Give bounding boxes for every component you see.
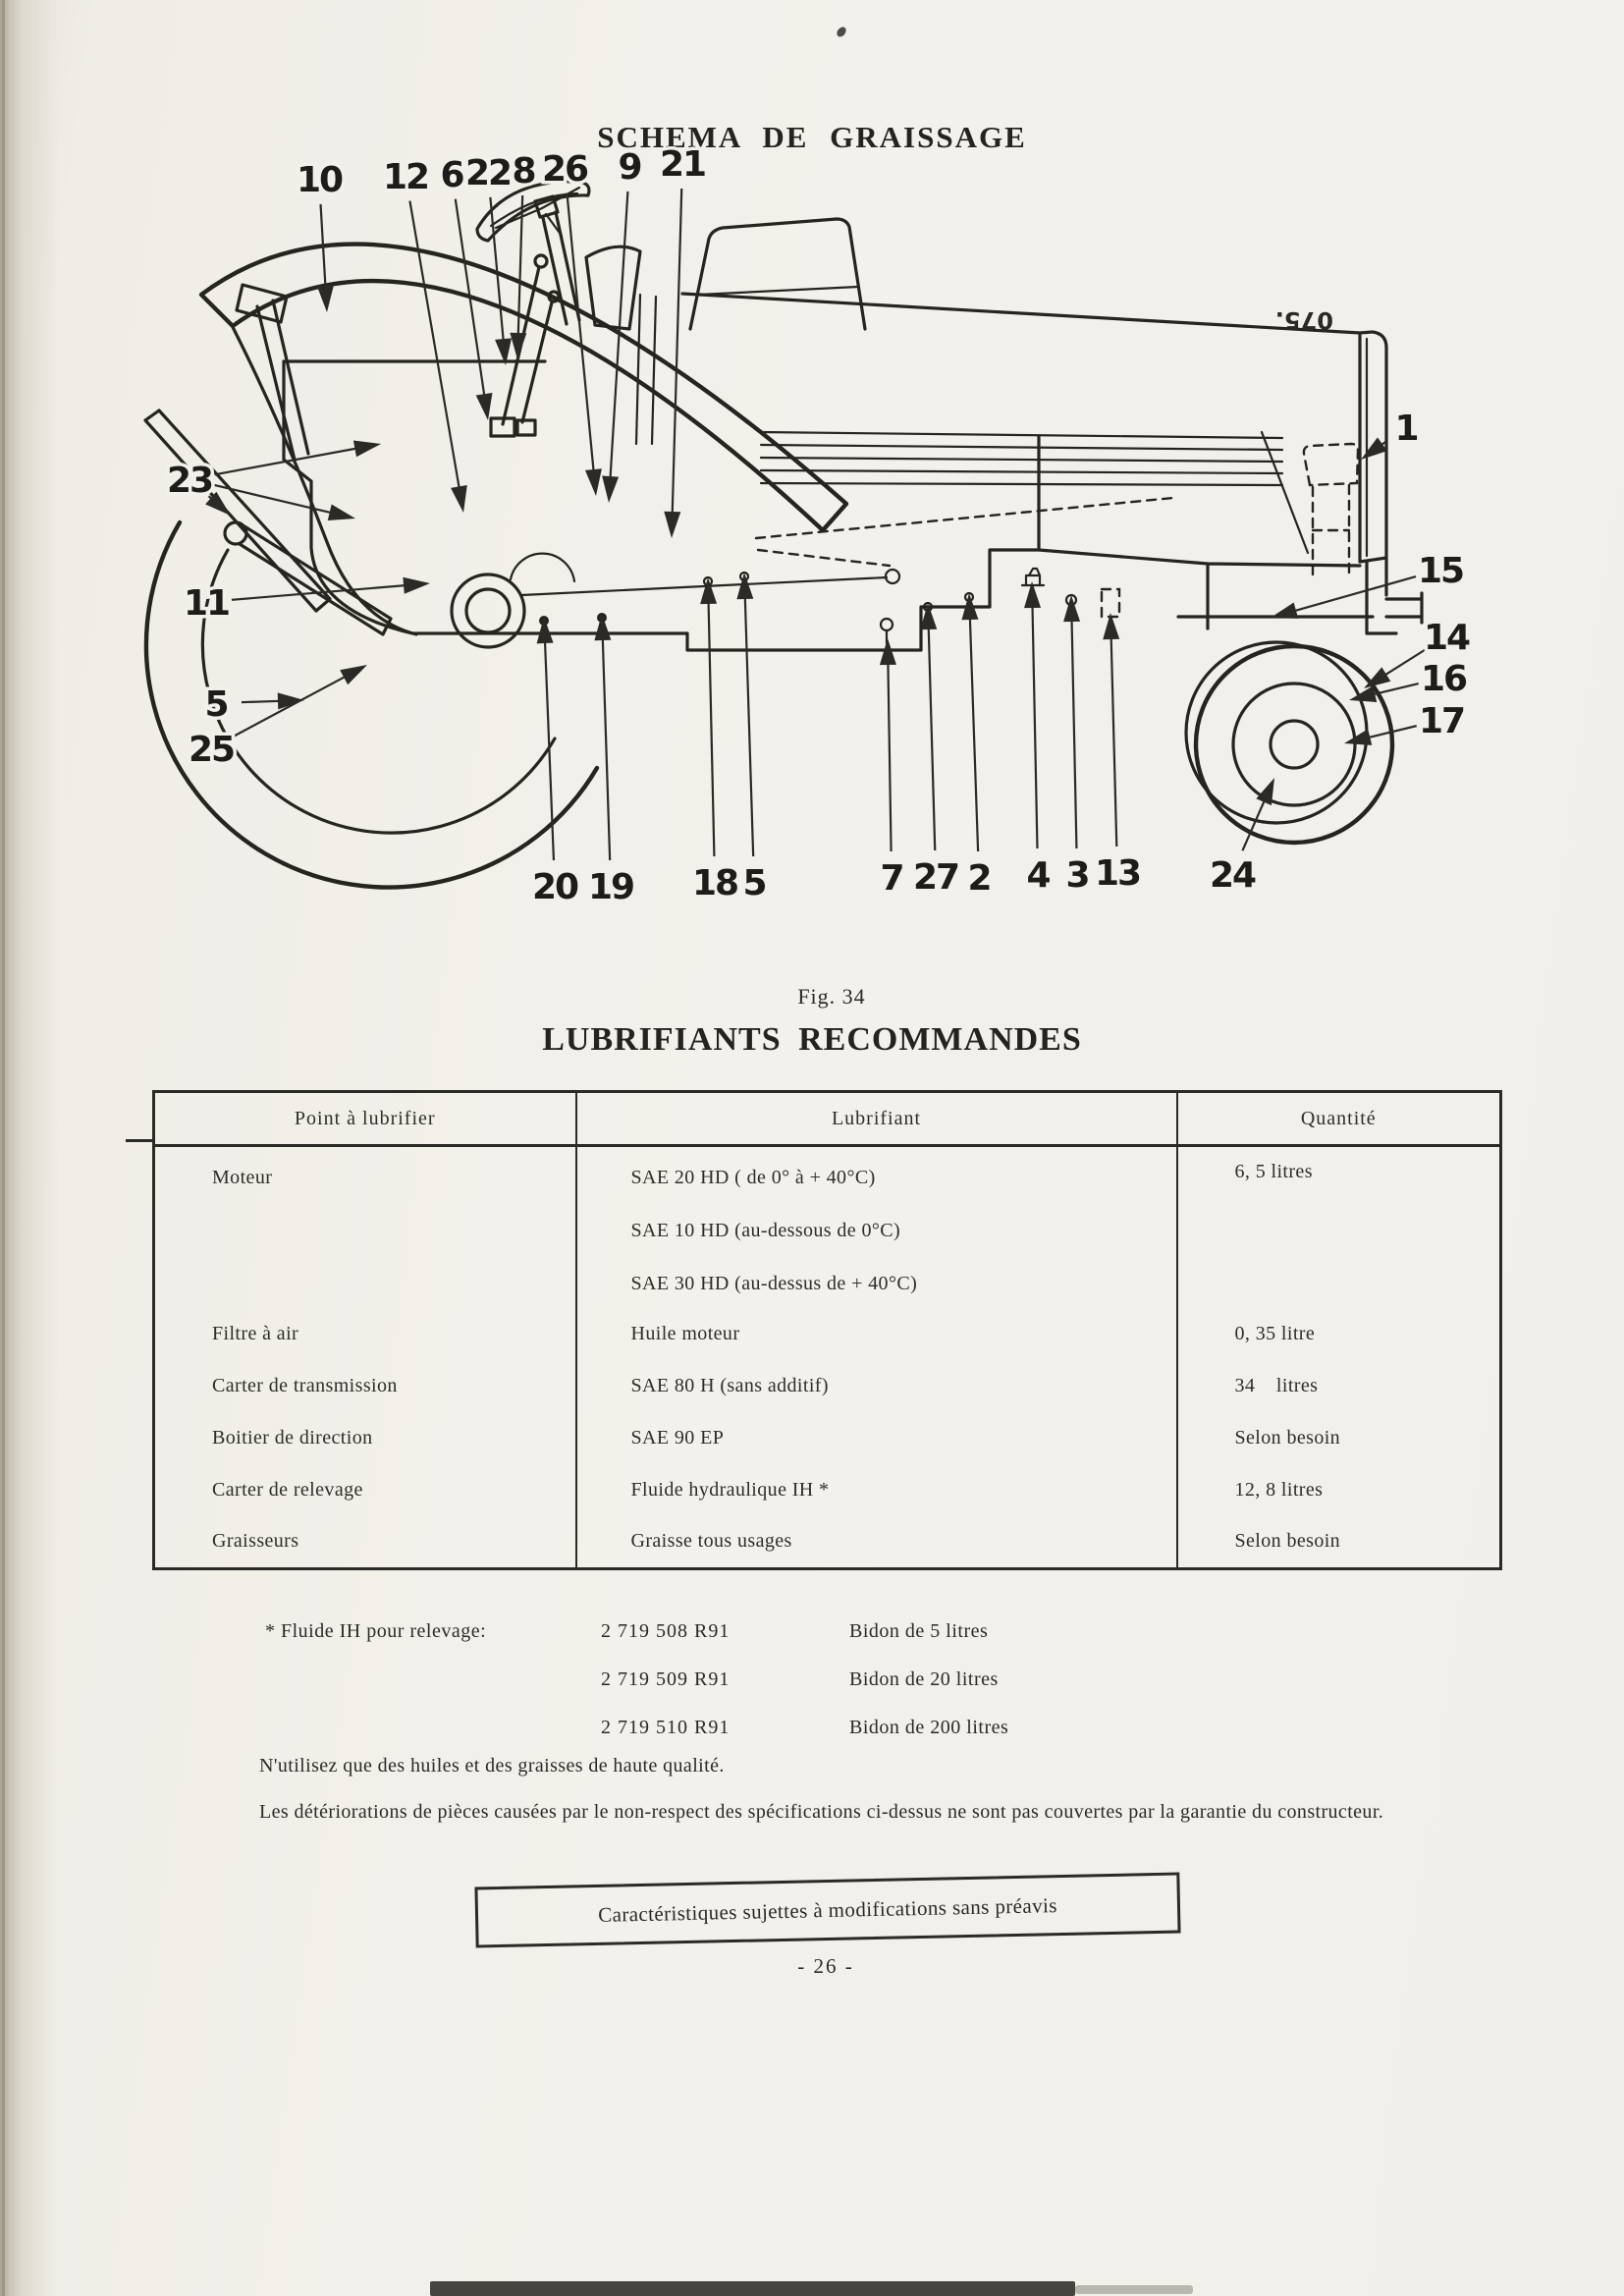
lift-arm	[145, 410, 330, 611]
callout-7	[880, 638, 903, 899]
axle-boss	[511, 554, 574, 581]
front-hub	[1271, 721, 1318, 768]
leader-arrow-icon	[594, 614, 611, 640]
leader-line	[970, 617, 978, 851]
column-header-2: Lubrifiant	[576, 1092, 1177, 1146]
notice-text: Caractéristiques sujettes à modifications sans préavis	[597, 1892, 1058, 1927]
cell-lubrifiant	[576, 1360, 1177, 1412]
front-frame	[1367, 558, 1396, 633]
leader-arrow-icon	[340, 665, 367, 684]
cell-lubrifiant	[576, 1464, 1177, 1516]
stud-ball	[881, 619, 893, 630]
callout-number: 7	[880, 857, 903, 899]
lubricant-line: Graisse tous usages	[630, 1530, 792, 1553]
callout-number: 25	[188, 729, 235, 770]
leader-line	[1293, 576, 1416, 611]
leader-line	[1032, 605, 1037, 848]
leader-arrow-icon	[1344, 729, 1372, 745]
leader-line	[567, 193, 593, 472]
hub-inner	[466, 589, 510, 632]
callout-1	[1361, 409, 1418, 460]
leader-arrow-icon	[451, 485, 467, 513]
hood-marking: 075.	[1274, 306, 1333, 334]
cell-quantite: 0, 35 litre	[1177, 1308, 1501, 1360]
fuel-tank	[690, 219, 865, 329]
side-rails	[761, 432, 1282, 485]
table-row	[154, 1146, 1501, 1309]
leader-line	[709, 601, 715, 856]
lubricant-line: SAE 20 HD ( de 0° à + 40°C)	[630, 1167, 876, 1188]
table-header-row	[154, 1092, 1501, 1146]
table-row	[154, 1308, 1501, 1360]
lift-rod-eye	[886, 570, 899, 583]
hood-rear-edge	[1262, 432, 1308, 553]
cell-lubrifiant	[576, 1146, 1177, 1309]
callout-21	[660, 144, 705, 538]
callout-number: 22	[464, 152, 512, 193]
leader-line	[214, 485, 332, 513]
leader-line	[1111, 636, 1117, 847]
callout-number: 17	[1418, 700, 1465, 741]
callout-number: 3	[1065, 854, 1089, 896]
lubricants-table	[152, 1090, 1502, 1570]
callout-number: 11	[183, 582, 230, 624]
section-title: LUBRIFIANTS RECOMMANDES	[542, 1021, 1082, 1058]
callout-number: 5	[204, 683, 228, 725]
hood-top	[682, 294, 1360, 333]
callout-19	[588, 614, 633, 907]
leader-line	[745, 596, 753, 856]
callout-number: 10	[296, 159, 343, 200]
callout-number: 4	[1026, 854, 1050, 896]
page-number: - 26 -	[797, 1954, 854, 1978]
dash-cowl	[636, 295, 656, 444]
callout-number: 18	[691, 862, 738, 903]
gear-knob-1	[535, 255, 547, 267]
callout-number: 6	[440, 154, 463, 195]
leader-line	[215, 448, 358, 474]
leader-arrow-icon	[1349, 685, 1377, 702]
front-wheel-inner	[1233, 683, 1355, 805]
callout-number: 19	[587, 866, 634, 907]
page-title: SCHEMA DE GRAISSAGE	[597, 120, 1027, 154]
leader-line	[929, 627, 936, 850]
leader-line	[1072, 619, 1077, 848]
cell-point: Carter de transmission	[212, 1375, 398, 1396]
callout-8	[510, 151, 534, 359]
callout-number: 27	[912, 856, 959, 898]
table-row	[154, 1516, 1501, 1568]
lubricant-line: SAE 10 HD (au-dessous de 0°C)	[630, 1220, 901, 1241]
callout-number: 21	[659, 143, 706, 185]
paragraph-quality: N'utilisez que des huiles et des graisses de haute qualité.	[259, 1755, 725, 1777]
scan-bottom-bar	[430, 2281, 1075, 2296]
leader-line	[242, 701, 281, 702]
table-row	[154, 1360, 1501, 1412]
footnote-intro: * Fluide IH pour relevage:	[265, 1620, 487, 1642]
cell-quantite: 12, 8 litres	[1177, 1464, 1501, 1516]
cell-quantite: Selon besoin	[1177, 1412, 1501, 1464]
part-number: 2 719 508 R91	[601, 1620, 731, 1642]
callout-6	[440, 155, 492, 420]
cell-lubrifiant	[576, 1516, 1177, 1568]
scan-bottom-smudge	[1075, 2285, 1193, 2294]
callout-number: 23	[166, 460, 213, 501]
callout-12	[382, 154, 467, 513]
callout-number: 20	[531, 866, 578, 907]
callout-number: 15	[1417, 550, 1464, 591]
chassis-outline	[284, 361, 1039, 650]
notice-box	[474, 1872, 1180, 1947]
leader-arrow-icon	[510, 333, 526, 359]
dipstick-dashed	[1102, 589, 1119, 617]
callout-number: 8	[512, 150, 535, 191]
part-number: 2 719 509 R91	[601, 1668, 731, 1690]
leader-arrow-icon	[403, 577, 430, 594]
leader-arrow-icon	[700, 577, 717, 604]
lubricant-line: Fluide hydraulique IH *	[630, 1479, 830, 1501]
container-size: Bidon de 20 litres	[849, 1668, 999, 1690]
cell-lubrifiant	[576, 1412, 1177, 1464]
footnote-block	[0, 1620, 1624, 1765]
callout-number: 1	[1394, 408, 1418, 449]
lubricant-line: SAE 30 HD (au-dessus de + 40°C)	[630, 1273, 918, 1294]
callout-number: 12	[382, 156, 429, 197]
leader-line	[673, 189, 682, 515]
container-size: Bidon de 5 litres	[849, 1620, 989, 1642]
callout-3	[1063, 595, 1088, 896]
table-tick-mark	[126, 1139, 155, 1142]
table-row	[154, 1412, 1501, 1464]
callout-number: 16	[1420, 658, 1467, 699]
cell-point: Graisseurs	[212, 1530, 299, 1553]
callout-5	[736, 573, 765, 903]
leader-arrow-icon	[585, 468, 602, 496]
tank-line	[699, 287, 858, 295]
front-wheel-far	[1186, 642, 1367, 823]
leader-arrow-icon	[328, 505, 355, 521]
battery-dashed-lower	[1313, 485, 1349, 574]
figure-caption: Fig. 34	[797, 984, 866, 1009]
callout-4	[1024, 581, 1050, 896]
column-header-3: Quantité	[1177, 1092, 1501, 1146]
leader-line	[1242, 799, 1265, 850]
leader-line	[888, 662, 891, 851]
cell-quantite: Selon besoin	[1177, 1516, 1501, 1568]
callout-number: 2	[967, 857, 991, 899]
callout-number: 26	[541, 148, 588, 190]
battery-dashed	[1304, 444, 1358, 485]
footnote-line	[0, 1668, 1624, 1717]
bumper-prongs	[1386, 593, 1422, 623]
leader-arrow-icon	[353, 441, 381, 458]
callout-number: 24	[1209, 854, 1256, 896]
paragraph-warranty: Les détériorations de pièces causées par le non-respect des spécifications ci-dessus ne sont pas couvertes par la garantie du constructeur.	[259, 1801, 1384, 1823]
hub-outer	[452, 574, 524, 647]
table-row	[154, 1464, 1501, 1516]
leader-line	[603, 637, 610, 860]
callout-number: 14	[1423, 617, 1470, 658]
leader-arrow-icon	[664, 512, 680, 538]
cell-point: Boitier de direction	[212, 1427, 373, 1449]
cell-point: Carter de relevage	[212, 1479, 363, 1501]
leader-arrow-icon	[602, 476, 619, 503]
lever-bases	[491, 418, 535, 436]
leader-line	[1383, 650, 1425, 676]
callout-5	[204, 684, 304, 725]
lubrication-diagram	[0, 0, 1624, 962]
cell-quantite: 6, 5 litres	[1177, 1146, 1501, 1309]
footnote-line	[0, 1620, 1624, 1668]
leader-arrow-icon	[1271, 602, 1298, 618]
lubricant-line: Huile moteur	[630, 1323, 740, 1344]
grease-cap	[1022, 569, 1044, 585]
part-number: 2 719 510 R91	[601, 1717, 731, 1738]
leader-line	[409, 201, 460, 490]
callout-number: 13	[1094, 852, 1141, 894]
seat	[586, 246, 640, 329]
cell-point: Filtre à air	[212, 1323, 299, 1344]
callout-2	[961, 593, 990, 899]
callout-13	[1095, 613, 1140, 894]
callout-22	[465, 153, 512, 365]
column-header-1: Point à lubrifier	[154, 1092, 576, 1146]
leader-line	[234, 676, 347, 736]
leader-arrow-icon	[1361, 437, 1387, 460]
wheel-front-curve	[233, 327, 416, 634]
leader-line	[1372, 683, 1418, 694]
rear-fender	[201, 245, 846, 530]
cell-lubrifiant	[576, 1308, 1177, 1360]
callout-number: 5	[742, 862, 766, 903]
leader-arrow-icon	[317, 286, 334, 312]
container-size: Bidon de 200 litres	[849, 1717, 1009, 1738]
leader-arrow-icon	[1256, 778, 1274, 805]
callout-number: 9	[618, 146, 641, 188]
lubricant-line: SAE 80 H (sans additif)	[630, 1375, 829, 1396]
callout-18	[692, 577, 737, 903]
cell-point: Moteur	[212, 1167, 273, 1188]
cell-quantite: 34 litres	[1177, 1360, 1501, 1412]
lubricant-line: SAE 90 EP	[630, 1427, 725, 1449]
leader-arrow-icon	[476, 393, 493, 420]
